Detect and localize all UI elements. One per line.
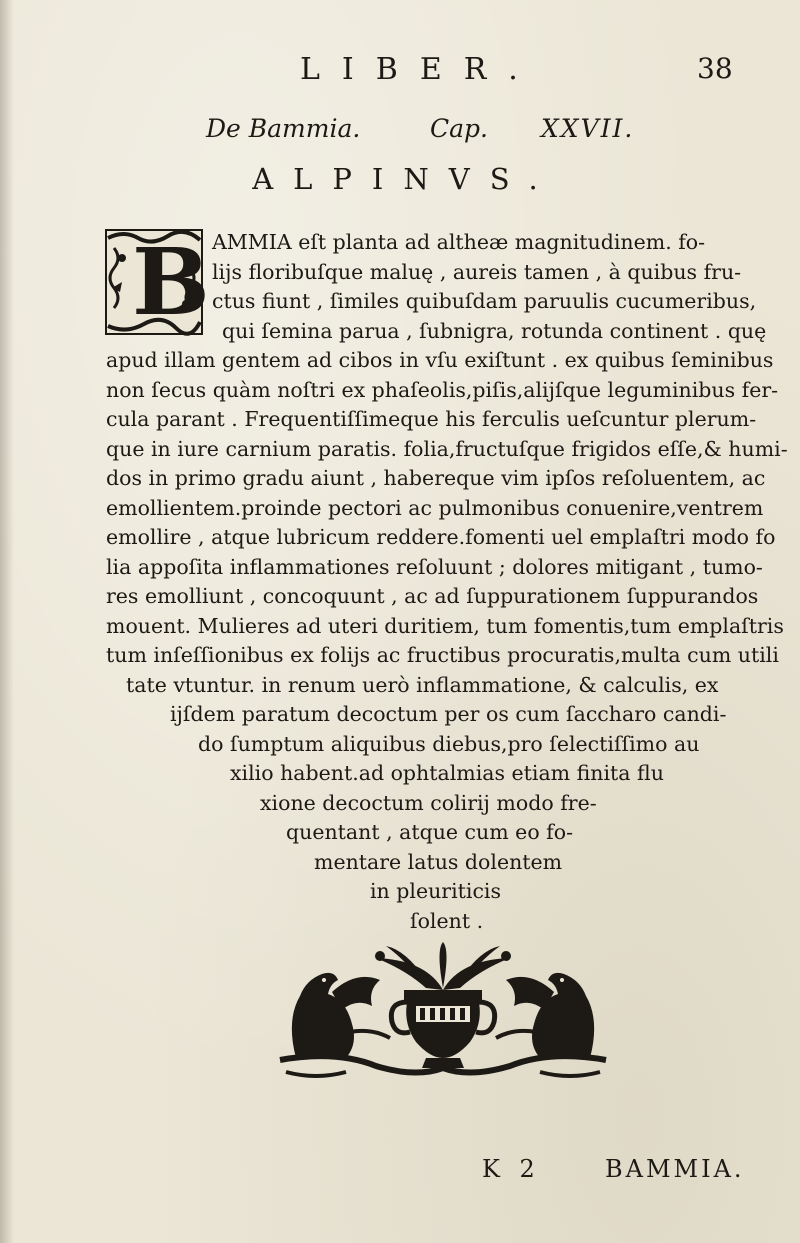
ornamental-drop-cap-b-icon: [104, 228, 210, 336]
text-line: tate vtuntur. in renum uerò inflammatione, & calculis, ex: [126, 673, 719, 697]
text-line: non ſecus quàm noſtri ex phaſeolis,piſis,alijſque leguminibus fer-: [106, 378, 779, 402]
text-line: xilio habent.ad ophtalmias etiam finita flu: [230, 761, 664, 785]
text-line: cula parant . Frequentiſſimeque his ferculis ueſcuntur plerum-: [106, 407, 757, 431]
chapter-name: De Bammia.: [206, 114, 361, 143]
chapter-heading: [0, 114, 800, 150]
catchword-line: [0, 1155, 800, 1191]
text-line: ctus fiunt , ſimiles quibuſdam paruulis cucumeribus,: [212, 289, 757, 313]
text-line: tum inſeſſionibus ex folijs ac fructibus procuratis,multa cum utili: [106, 643, 779, 667]
chapter-number: XXVII.: [541, 114, 635, 143]
text-line: lia appoſita inflammationes reſoluunt ; dolores mitigant , tumo-: [106, 555, 763, 579]
text-line: apud illam gentem ad cibos in vſu exiſtunt . ex quibus ſeminibus: [106, 348, 774, 372]
page-number: 38: [697, 52, 733, 85]
signature-mark: K 2: [482, 1155, 541, 1183]
vase-with-griffins-ornament-icon: [276, 940, 610, 1085]
text-line: do ſumptum aliquibus diebus,pro ſelectiſſimo au: [198, 732, 700, 756]
text-line: qui ſemina parua , ſubnigra, rotunda continent . quę: [222, 319, 767, 343]
text-line: emollientem.proinde pectori ac pulmonibus conuenire,ventrem: [106, 496, 764, 520]
text-line: lijs floribuſque maluę , aureis tamen , à quibus fru-: [212, 260, 742, 284]
text-line: ſolent .: [410, 909, 484, 933]
text-line: res emolliunt , concoquunt , ac ad ſuppurationem ſuppurandos: [106, 584, 759, 608]
text-line: xione decoctum colirij modo fre-: [260, 791, 597, 815]
text-line: mentare latus dolentem: [314, 850, 563, 874]
drop-cap-letter: B: [132, 228, 210, 336]
text-line: que in iure carnium paratis. folia,fructuſque frigidos eſſe,& humi-: [106, 437, 788, 461]
text-line: ijſdem paratum decoctum per os cum ſaccharo candi-: [170, 702, 727, 726]
text-line: emollire , atque lubricum reddere.fomenti uel emplaſtri modo fo: [106, 525, 776, 549]
running-title: LIBER.: [300, 52, 540, 87]
text-line: dos in primo gradu aiunt , habereque vim ipſos reſoluentem, ac: [106, 466, 766, 490]
chapter-cap-label: Cap.: [430, 114, 488, 143]
text-line: AMMIA eſt planta ad altheæ magnitudinem. fo-: [212, 230, 706, 254]
author-heading: ALPINVS.: [252, 162, 558, 196]
running-head: [0, 52, 800, 96]
text-line: mouent. Mulieres ad uteri duritiem, tum fomentis,tum emplaſtris: [106, 614, 784, 638]
catchword: BAMMIA.: [605, 1155, 745, 1183]
text-line: in pleuriticis: [370, 879, 501, 903]
text-line: quentant , atque cum eo fo-: [286, 820, 574, 844]
